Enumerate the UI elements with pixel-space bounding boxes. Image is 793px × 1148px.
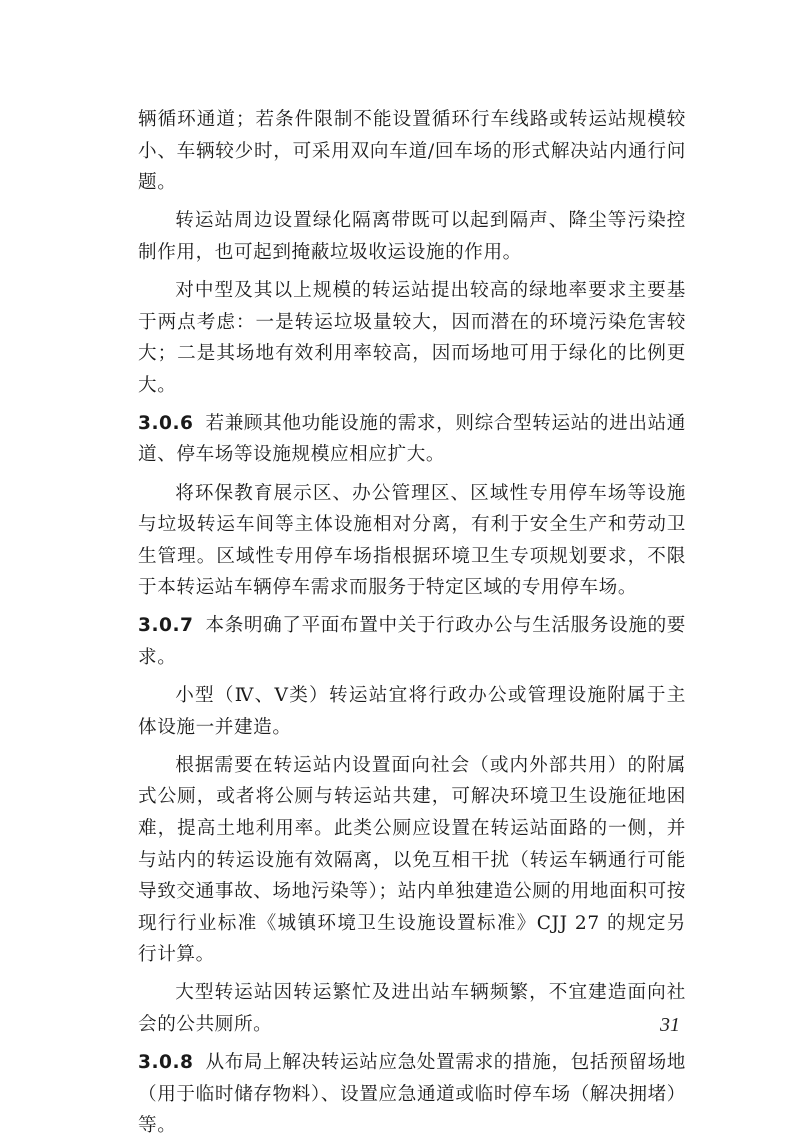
paragraph-green-buffer — [138, 205, 686, 268]
clause-text: 本条明确了平面布置中关于行政办公与生活服务设施的要求。 — [138, 615, 686, 668]
clause-3-0-8 — [138, 1047, 686, 1142]
body-text — [138, 104, 686, 1148]
paragraph-text: 将环保教育展示区、办公管理区、区域性专用停车场等设施与垃圾转运车间等主体设施相对分离，有利于安全生产和劳动卫生管理。区域性专用停车场指根据环境卫生专项规划要求，不限于本转运站车辆停车需求而服务于特定区域的专用停车场。 — [138, 482, 686, 599]
clause-text: 若兼顾其他功能设施的需求，则综合型转运站的进出站通道、停车场等设施规模应相应扩大。 — [138, 412, 686, 466]
paragraph-text: 大型转运站因转运繁忙及进出站车辆频繁，不宜建造面向社会的公共厕所。 — [138, 982, 686, 1036]
paragraph-text: 对中型及其以上规模的转运站提出较高的绿地率要求主要基于两点考虑：一是转运垃圾量较大，因而潜在的环境污染危害较大；二是其场地有效利用率较高，因而场地可用于绿化的比例更大。 — [138, 279, 686, 396]
clause-number: 3.0.8 — [138, 1052, 194, 1074]
paragraph-text: 小型（Ⅳ、Ⅴ类）转运站宜将行政办公或管理设施附属于主体设施一并建造。 — [138, 685, 686, 738]
clause-3-0-6 — [138, 408, 686, 471]
clause-number: 3.0.7 — [138, 615, 194, 637]
paragraph-vehicle-loop — [138, 104, 686, 199]
clause-3-0-7 — [138, 610, 686, 673]
paragraph-facility-separation — [138, 478, 686, 604]
paragraph-text: 辆循环通道；若条件限制不能设置循环行车线路或转运站规模较小、车辆较少时，可采用双向车道/回车场的形式解决站内通行问题。 — [138, 109, 686, 194]
clause-number: 3.0.6 — [138, 412, 194, 434]
paragraph-large-station — [138, 977, 686, 1040]
paragraph-small-station — [138, 680, 686, 743]
paragraph-text: 转运站周边设置绿化隔离带既可以起到隔声、降尘等污染控制作用，也可起到掩蔽垃圾收运设施的作用。 — [138, 210, 686, 263]
paragraph-public-toilet — [138, 750, 686, 971]
page-number: 31 — [660, 1014, 680, 1036]
clause-text: 从布局上解决转运站应急处置需求的措施，包括预留场地（用于临时储存物料）、设置应急通道或临时停车场（解决拥堵）等。 — [138, 1052, 686, 1137]
paragraph-green-ratio — [138, 275, 686, 401]
paragraph-text: 根据需要在转运站内设置面向社会（或内外部共用）的附属式公厕，或者将公厕与转运站共建，可解决环境卫生设施征地困难，提高土地利用率。此类公厕应设置在转运站面路的一侧，并与站内的转运设施有效隔离，以免互相干扰（转运车辆通行可能导致交通事故、场地污染等）；站内单独建造公厕的用地面积可按现行行业标准《城镇环境卫生设施设置标准》CJJ 27 的规定另行计算。 — [138, 754, 686, 966]
